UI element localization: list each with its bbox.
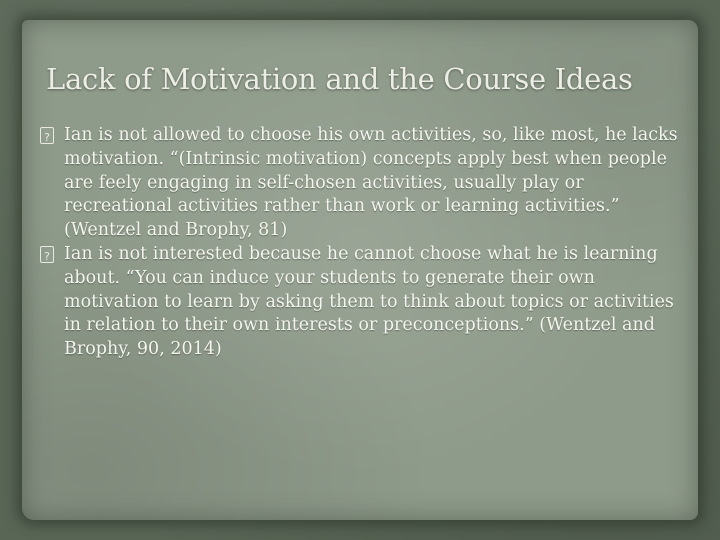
bullet-text: Ian is not allowed to choose his own activities, so, like most, he lacks motivation. “(Intrinsic motivation) concepts apply best when people are feely engaging in self-chosen activities, usually play or recreational activities rather than work or learning activities.” (Wentzel and Brophy, 81) — [64, 125, 678, 241]
slide-title: Lack of Motivation and the Course Ideas — [46, 62, 633, 96]
slide-body — [40, 124, 690, 362]
bullet-text: Ian is not interested because he cannot choose what he is learning about. “You can induce your students to generate their own motivation to learn by asking them to think about topics or activities in relation to their own interests or preconceptions.” (Wentzel and Brophy, 90, 2014) — [64, 243, 674, 360]
bullet-item — [40, 243, 690, 362]
missing-glyph-icon — [40, 127, 54, 144]
missing-glyph-icon — [40, 246, 54, 263]
bullet-item — [40, 124, 690, 243]
